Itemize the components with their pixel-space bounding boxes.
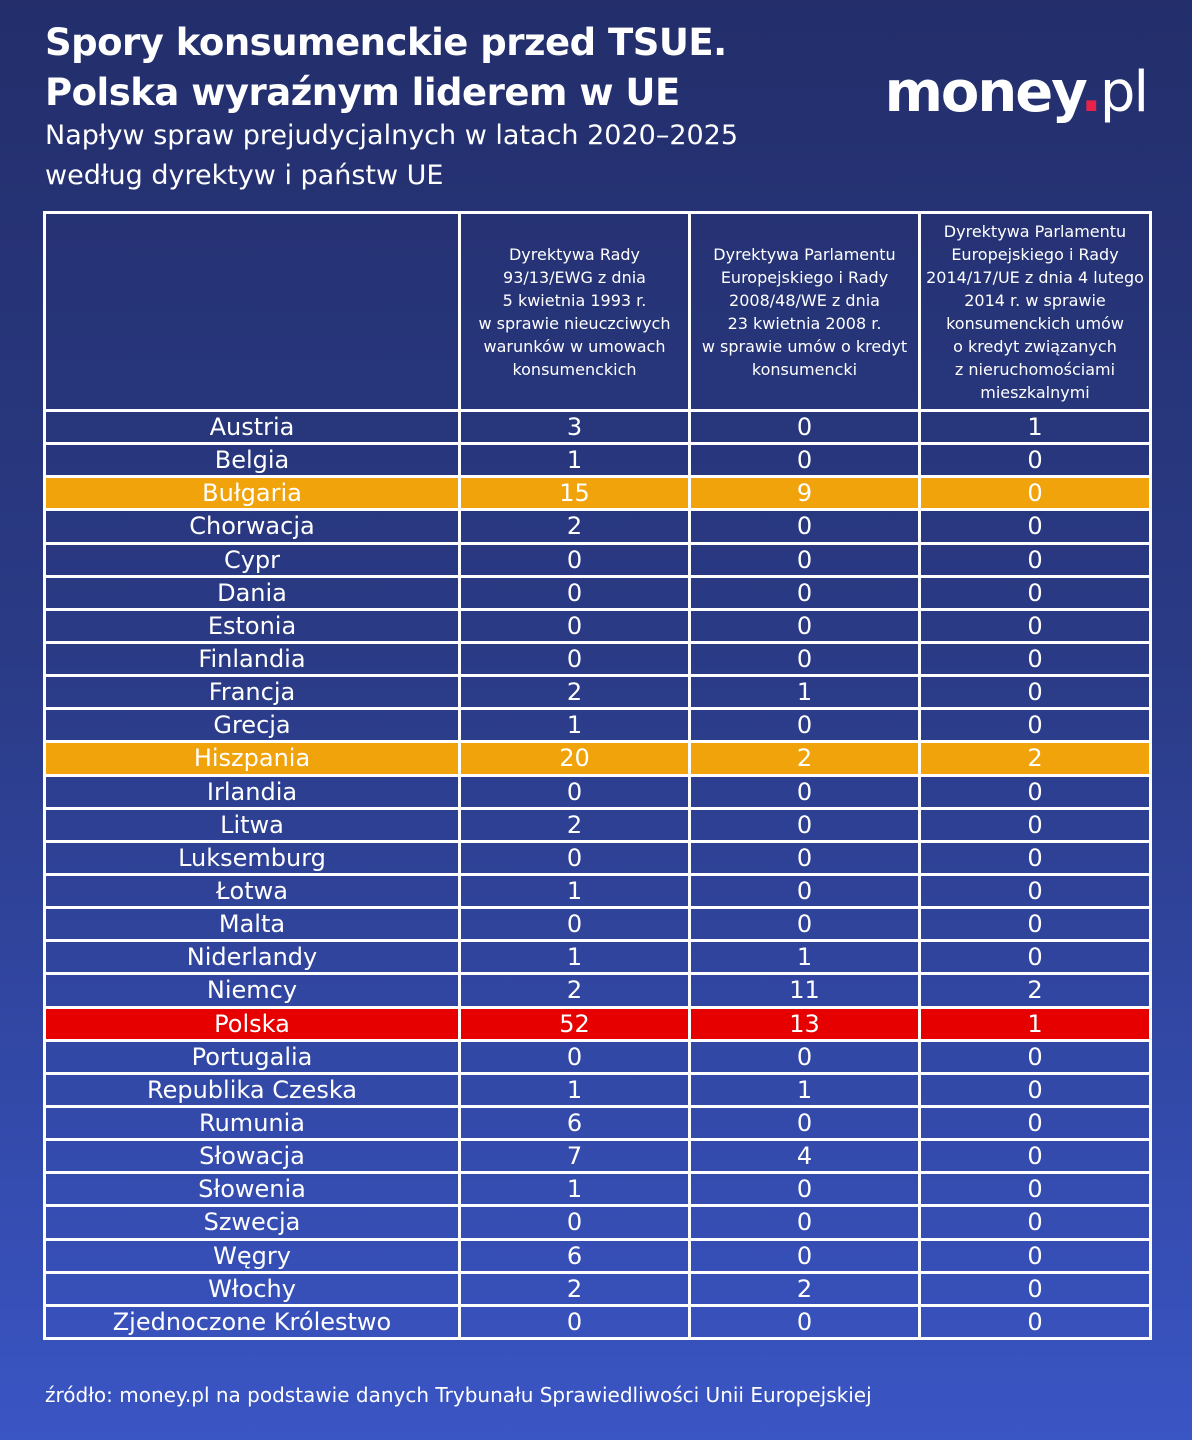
subtitle-line-1: Napływ spraw prejudycjalnych w latach 2020–2025 — [45, 120, 739, 151]
country-cell: Finlandia — [45, 642, 460, 675]
table-row — [45, 1106, 1151, 1139]
table-row — [45, 941, 1151, 974]
country-cell: Malta — [45, 908, 460, 941]
count-cell: 0 — [460, 1206, 690, 1239]
count-cell: 0 — [690, 642, 920, 675]
count-cell: 0 — [920, 908, 1151, 941]
count-cell: 0 — [920, 709, 1151, 742]
count-cell: 1 — [460, 1173, 690, 1206]
count-cell: 0 — [460, 609, 690, 642]
table-row — [45, 444, 1151, 477]
subtitle-line-2: według dyrektyw i państw UE — [45, 160, 444, 191]
count-cell: 1 — [460, 874, 690, 907]
country-cell: Słowacja — [45, 1140, 460, 1173]
count-cell: 1 — [920, 1007, 1151, 1040]
table-row — [45, 1007, 1151, 1040]
count-cell: 0 — [690, 576, 920, 609]
country-cell: Dania — [45, 576, 460, 609]
count-cell: 0 — [920, 941, 1151, 974]
table-row — [45, 543, 1151, 576]
country-cell: Włochy — [45, 1272, 460, 1305]
count-cell: 9 — [690, 477, 920, 510]
country-cell: Rumunia — [45, 1106, 460, 1139]
count-cell: 0 — [690, 874, 920, 907]
count-cell: 0 — [690, 808, 920, 841]
count-cell: 0 — [920, 1239, 1151, 1272]
country-cell: Austria — [45, 411, 460, 444]
country-cell: Belgia — [45, 444, 460, 477]
count-cell: 3 — [460, 411, 690, 444]
logo-name: money — [884, 60, 1081, 125]
table-row — [45, 642, 1151, 675]
country-cell: Niemcy — [45, 974, 460, 1007]
table-body — [45, 411, 1151, 1339]
table-row — [45, 974, 1151, 1007]
country-cell: Zjednoczone Królestwo — [45, 1305, 460, 1338]
country-cell: Słowenia — [45, 1173, 460, 1206]
count-cell: 2 — [460, 974, 690, 1007]
count-cell: 1 — [690, 676, 920, 709]
count-cell: 0 — [690, 411, 920, 444]
count-cell: 1 — [460, 1073, 690, 1106]
count-cell: 1 — [690, 941, 920, 974]
page-title — [45, 18, 727, 118]
money-pl-logo — [885, 58, 1147, 128]
country-cell: Chorwacja — [45, 510, 460, 543]
count-cell: 0 — [920, 676, 1151, 709]
table-row — [45, 1272, 1151, 1305]
count-cell: 15 — [460, 477, 690, 510]
count-cell: 0 — [920, 1106, 1151, 1139]
count-cell: 0 — [920, 576, 1151, 609]
count-cell: 0 — [690, 444, 920, 477]
count-cell: 0 — [690, 1305, 920, 1338]
country-cell: Portugalia — [45, 1040, 460, 1073]
table-row — [45, 477, 1151, 510]
table-row — [45, 709, 1151, 742]
count-cell: 1 — [460, 941, 690, 974]
count-cell: 0 — [460, 908, 690, 941]
table-row — [45, 1040, 1151, 1073]
count-cell: 0 — [460, 1040, 690, 1073]
table-row — [45, 1305, 1151, 1338]
count-cell: 0 — [690, 510, 920, 543]
country-cell: Polska — [45, 1007, 460, 1040]
count-cell: 2 — [690, 1272, 920, 1305]
count-cell: 2 — [460, 808, 690, 841]
header-directive-1: Dyrektywa Rady 93/13/EWG z dnia 5 kwietnia 1993 r. w sprawie nieuczciwych warunków w umowach konsumenckich — [460, 213, 690, 411]
count-cell: 2 — [460, 510, 690, 543]
count-cell: 0 — [690, 1106, 920, 1139]
count-cell: 20 — [460, 742, 690, 775]
count-cell: 0 — [690, 543, 920, 576]
count-cell: 0 — [460, 775, 690, 808]
count-cell: 2 — [920, 742, 1151, 775]
count-cell: 0 — [920, 775, 1151, 808]
count-cell: 4 — [690, 1140, 920, 1173]
table-row — [45, 1140, 1151, 1173]
count-cell: 0 — [690, 1173, 920, 1206]
table-row — [45, 1206, 1151, 1239]
country-cell: Szwecja — [45, 1206, 460, 1239]
count-cell: 0 — [690, 1239, 920, 1272]
table-row — [45, 874, 1151, 907]
count-cell: 0 — [920, 1040, 1151, 1073]
country-cell: Grecja — [45, 709, 460, 742]
country-cell: Estonia — [45, 609, 460, 642]
header-country — [45, 213, 460, 411]
count-cell: 0 — [920, 642, 1151, 675]
table-row — [45, 1073, 1151, 1106]
count-cell: 1 — [690, 1073, 920, 1106]
count-cell: 1 — [460, 709, 690, 742]
count-cell: 0 — [920, 841, 1151, 874]
table-row — [45, 775, 1151, 808]
title-line-1: Spory konsumenckie przed TSUE. — [45, 21, 727, 64]
count-cell: 0 — [920, 1173, 1151, 1206]
count-cell: 7 — [460, 1140, 690, 1173]
table-row — [45, 1239, 1151, 1272]
country-cell: Litwa — [45, 808, 460, 841]
count-cell: 2 — [460, 1272, 690, 1305]
count-cell: 0 — [920, 609, 1151, 642]
count-cell: 0 — [690, 841, 920, 874]
count-cell: 0 — [690, 1040, 920, 1073]
country-cell: Łotwa — [45, 874, 460, 907]
logo-tld: pl — [1099, 60, 1147, 125]
count-cell: 0 — [690, 709, 920, 742]
count-cell: 0 — [920, 1140, 1151, 1173]
table-row — [45, 808, 1151, 841]
count-cell: 0 — [460, 642, 690, 675]
table-row — [45, 510, 1151, 543]
count-cell: 0 — [920, 510, 1151, 543]
count-cell: 0 — [690, 609, 920, 642]
count-cell: 6 — [460, 1239, 690, 1272]
count-cell: 0 — [460, 841, 690, 874]
count-cell: 0 — [920, 1206, 1151, 1239]
logo-dot: . — [1080, 60, 1100, 125]
count-cell: 0 — [460, 576, 690, 609]
country-cell: Bułgaria — [45, 477, 460, 510]
count-cell: 0 — [920, 543, 1151, 576]
title-line-2: Polska wyraźnym liderem w UE — [45, 71, 680, 114]
table-header-row — [45, 213, 1151, 411]
count-cell: 0 — [690, 908, 920, 941]
count-cell: 0 — [920, 477, 1151, 510]
count-cell: 0 — [920, 808, 1151, 841]
source-note: źródło: money.pl na podstawie danych Trybunału Sprawiedliwości Unii Europejskiej — [45, 1383, 872, 1407]
table-row — [45, 1173, 1151, 1206]
count-cell: 2 — [460, 676, 690, 709]
country-cell: Francja — [45, 676, 460, 709]
header-directive-2: Dyrektywa Parlamentu Europejskiego i Rady 2008/48/WE z dnia 23 kwietnia 2008 r. w sprawie umów o kredyt konsumencki — [690, 213, 920, 411]
table-row — [45, 411, 1151, 444]
header-directive-3: Dyrektywa Parlamentu Europejskiego i Rady 2014/17/UE z dnia 4 lutego 2014 r. w sprawie konsumenckich umów o kredyt związanych z nieruchomościami mieszkalnymi — [920, 213, 1151, 411]
count-cell: 0 — [690, 775, 920, 808]
count-cell: 0 — [460, 543, 690, 576]
country-cell: Węgry — [45, 1239, 460, 1272]
table-row — [45, 841, 1151, 874]
count-cell: 1 — [920, 411, 1151, 444]
count-cell: 11 — [690, 974, 920, 1007]
count-cell: 52 — [460, 1007, 690, 1040]
country-cell: Niderlandy — [45, 941, 460, 974]
count-cell: 0 — [690, 1206, 920, 1239]
country-cell: Hiszpania — [45, 742, 460, 775]
country-cell: Luksemburg — [45, 841, 460, 874]
count-cell: 0 — [460, 1305, 690, 1338]
count-cell: 0 — [920, 1305, 1151, 1338]
country-cell: Irlandia — [45, 775, 460, 808]
cases-table — [43, 211, 1152, 1340]
table-row — [45, 576, 1151, 609]
country-cell: Cypr — [45, 543, 460, 576]
count-cell: 1 — [460, 444, 690, 477]
table-row — [45, 676, 1151, 709]
count-cell: 0 — [920, 1272, 1151, 1305]
count-cell: 0 — [920, 874, 1151, 907]
count-cell: 2 — [690, 742, 920, 775]
country-cell: Republika Czeska — [45, 1073, 460, 1106]
count-cell: 13 — [690, 1007, 920, 1040]
table-row — [45, 609, 1151, 642]
page-subtitle — [45, 116, 738, 196]
count-cell: 6 — [460, 1106, 690, 1139]
count-cell: 0 — [920, 444, 1151, 477]
table-row — [45, 908, 1151, 941]
count-cell: 0 — [920, 1073, 1151, 1106]
count-cell: 2 — [920, 974, 1151, 1007]
table-row — [45, 742, 1151, 775]
